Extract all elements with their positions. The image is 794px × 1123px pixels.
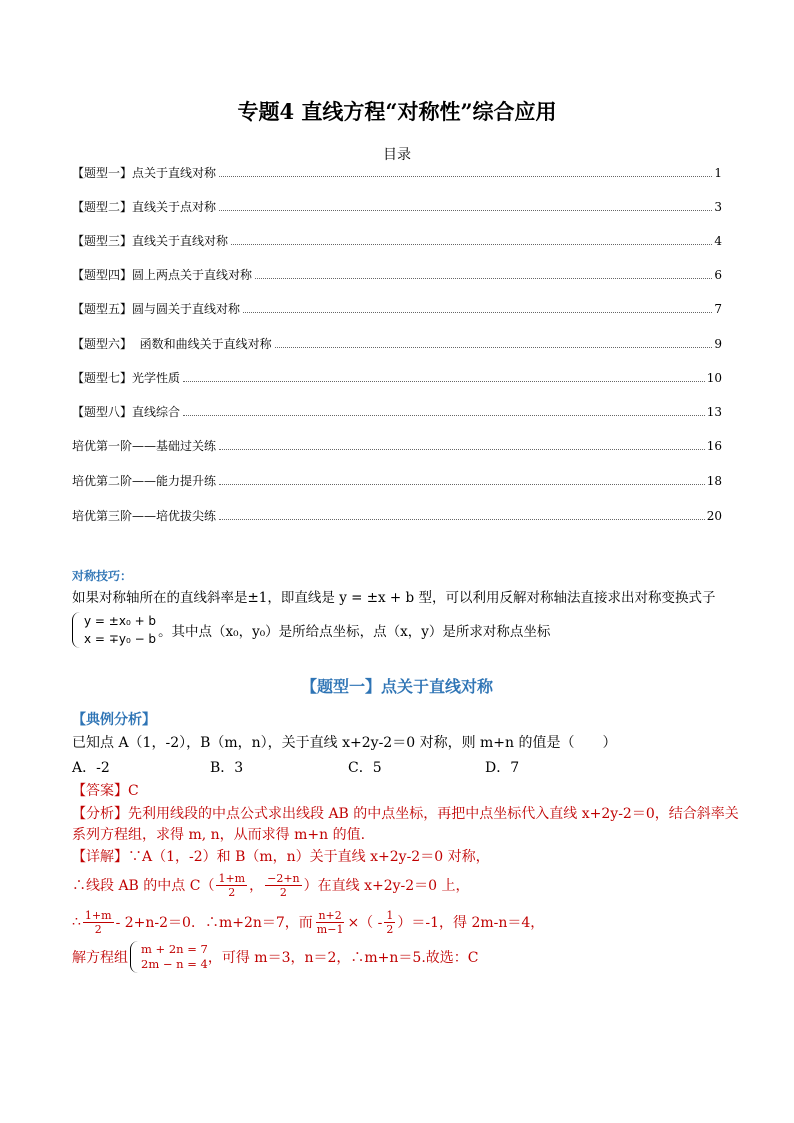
tip-title: 对称技巧： <box>72 569 133 583</box>
detail-midpoint-line <box>72 866 470 904</box>
fraction-denominator: 2 <box>228 885 236 899</box>
detail-text: ）在直线 x+2y-2＝0 上， <box>303 878 470 894</box>
detail-text: ，可得 m＝3，n＝2，∴m+n＝5.故选：C <box>207 950 479 966</box>
toc-leader-dots <box>275 346 713 348</box>
page-title: 专题4 直线方程“对称性”综合应用 <box>237 99 557 124</box>
toc-item[interactable] <box>72 300 722 317</box>
section-heading: 【题型一】点关于直线对称 <box>300 677 493 696</box>
fraction-numerator: 1+m <box>218 871 246 885</box>
toc-item-label: 培优第三阶——培优拔尖练 <box>72 509 217 523</box>
fraction-numerator: 1 <box>386 908 394 922</box>
toc-item[interactable] <box>72 472 722 489</box>
fraction-denominator: 2 <box>386 922 394 936</box>
detail-system-line <box>72 938 479 976</box>
detail-equation-line <box>72 903 544 941</box>
toc-leader-dots <box>219 209 712 211</box>
toc-item-label: 【题型四】圆上两点关于直线对称 <box>72 268 253 282</box>
detail-label: 【详解】 <box>72 849 128 865</box>
choice-c[interactable]: C．5 <box>348 760 382 776</box>
toc-item-page: 13 <box>706 405 722 419</box>
tip-tail-text: 。其中点（x₀，y₀）是所给点坐标，点（x，y）是所求对称点坐标 <box>158 624 551 640</box>
toc-leader-dots <box>219 483 705 485</box>
toc-item-label: 培优第一阶——基础过关练 <box>72 439 217 453</box>
fraction-numerator: n+2 <box>318 908 342 922</box>
system-equation: 2m − n = 4 <box>141 957 208 971</box>
toc-item-page: 4 <box>714 234 722 248</box>
left-brace <box>130 941 138 973</box>
system-lines <box>141 942 208 972</box>
fraction-denominator: 2 <box>279 885 287 899</box>
toc-item-label: 【题型七】光学性质 <box>72 371 181 385</box>
toc-leader-dots <box>183 380 705 382</box>
toc-item-label: 【题型三】直线关于直线对称 <box>72 234 229 248</box>
detail-text: ∴线段 AB 的中点 C（ <box>72 878 215 894</box>
toc-item-label: 【题型二】直线关于点对称 <box>72 200 217 214</box>
detail-text: - 2+n-2＝0．∴m+2n＝7，而 <box>115 915 313 931</box>
fraction-numerator: 1+m <box>84 908 112 922</box>
toc-item-page: 6 <box>714 268 722 282</box>
system-equation: y = ±x₀ + b <box>84 614 157 628</box>
toc-leader-dots <box>219 175 712 177</box>
choice-b[interactable]: B．3 <box>210 760 244 776</box>
tip-text: 如果对称轴所在的直线斜率是±1，即直线是 y = ±x + b 型，可以利用反解对称轴法直接求出对称变换式子 <box>72 590 716 606</box>
fraction-denominator: 2 <box>94 922 102 936</box>
toc-item[interactable] <box>72 198 722 215</box>
fraction <box>83 909 114 936</box>
toc-item-label: 【题型八】直线综合 <box>72 405 181 419</box>
toc-item[interactable] <box>72 369 722 386</box>
fraction <box>315 909 346 936</box>
toc-item[interactable] <box>72 403 722 420</box>
analysis-text: 先利用线段的中点公式求出线段 AB 的中点坐标，再把中点坐标代入直线 x+2y-2＝0，结合斜率关 <box>128 806 739 822</box>
toc-heading: 目录 <box>383 147 411 163</box>
tip-equation-system <box>72 610 550 650</box>
toc-item-page: 10 <box>706 371 722 385</box>
fraction <box>265 872 302 899</box>
detail-text: ）＝-1，得 2m-n＝4， <box>397 915 545 931</box>
analysis-label: 【分析】 <box>72 806 128 822</box>
detail-text: 解方程组 <box>72 950 128 966</box>
detail-text: ， <box>249 878 264 894</box>
toc-item[interactable] <box>72 164 722 181</box>
toc-item-label: 【题型六】 函数和曲线关于直线对称 <box>72 337 272 351</box>
fraction <box>384 909 395 936</box>
detail-line <box>72 846 490 866</box>
fraction <box>216 872 247 899</box>
toc-leader-dots <box>231 243 712 245</box>
toc-item[interactable] <box>72 335 722 352</box>
answer-label: 【答案】 <box>72 783 128 799</box>
answer-line <box>72 780 139 800</box>
toc-item-page: 1 <box>714 166 722 180</box>
fraction-numerator: −2+n <box>267 871 300 885</box>
toc-leader-dots <box>219 448 705 450</box>
toc-item[interactable] <box>72 266 722 283</box>
toc-item-page: 7 <box>714 302 722 316</box>
toc-leader-dots <box>219 518 705 520</box>
toc-leader-dots <box>183 414 705 416</box>
analysis-line <box>72 803 739 823</box>
toc-item[interactable] <box>72 507 722 524</box>
system-equation: x = ∓y₀ − b <box>84 632 157 646</box>
answer-value: C <box>128 783 139 799</box>
system-lines <box>84 612 156 648</box>
toc-item[interactable] <box>72 232 722 249</box>
detail-text: ∴ <box>72 914 81 930</box>
toc-leader-dots <box>255 277 712 279</box>
toc-item-label: 【题型五】圆与圆关于直线对称 <box>72 302 241 316</box>
analysis-text-continued: 系列方程组，求得 m, n，从而求得 m+n 的值. <box>72 827 366 843</box>
choice-a[interactable]: A．-2 <box>72 760 110 776</box>
toc-item-label: 【题型一】点关于直线对称 <box>72 166 217 180</box>
fraction-denominator: m−1 <box>316 922 344 936</box>
toc-item-page: 9 <box>714 337 722 351</box>
toc-item-page: 3 <box>714 200 722 214</box>
toc-item-page: 18 <box>706 474 722 488</box>
toc-item-label: 培优第二阶——能力提升练 <box>72 474 217 488</box>
question-text: 已知点 A（1，-2），B（m，n），关于直线 x+2y-2＝0 对称，则 m+n 的值是（ ） <box>72 735 617 751</box>
example-label: 【典例分析】 <box>72 712 156 728</box>
toc-item-page: 20 <box>706 509 722 523</box>
toc-item[interactable] <box>72 437 722 454</box>
detail-text: ×（ - <box>347 915 383 931</box>
system-equation: m + 2n = 7 <box>141 942 208 956</box>
toc-item-page: 16 <box>706 439 722 453</box>
choice-d[interactable]: D．7 <box>485 760 520 776</box>
toc-leader-dots <box>243 311 712 313</box>
left-brace <box>72 612 81 648</box>
detail-text: ∵A（1，-2）和 B（m，n）关于直线 x+2y-2＝0 对称， <box>128 849 490 865</box>
